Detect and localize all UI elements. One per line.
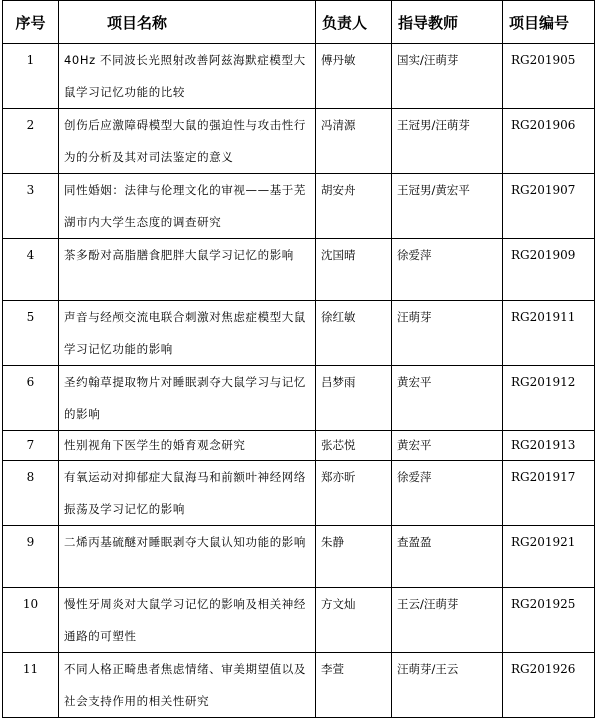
cell-code: RG201907 — [503, 174, 595, 239]
cell-title: 不同人格正畸患者焦虑情绪、审美期望值以及社会支持作用的相关性研究 — [59, 653, 316, 718]
header-code: 项目编号 — [503, 1, 595, 44]
cell-advisor: 国实/汪萌芽 — [392, 44, 503, 109]
cell-leader: 方文灿 — [316, 588, 392, 653]
cell-title: 慢性牙周炎对大鼠学习记忆的影响及相关神经通路的可塑性 — [59, 588, 316, 653]
cell-leader: 郑亦昕 — [316, 461, 392, 526]
header-title: 项目名称 — [59, 1, 316, 44]
table-row — [3, 461, 595, 526]
cell-code: RG201909 — [503, 239, 595, 301]
cell-title: 有氧运动对抑郁症大鼠海马和前额叶神经网络振荡及学习记忆的影响 — [59, 461, 316, 526]
cell-title: 声音与经颅交流电联合刺激对焦虑症模型大鼠学习记忆功能的影响 — [59, 301, 316, 366]
cell-advisor: 黄宏平 — [392, 366, 503, 431]
cell-code: RG201906 — [503, 109, 595, 174]
cell-no: 10 — [3, 588, 59, 653]
cell-code: RG201926 — [503, 653, 595, 718]
cell-advisor: 汪萌芽/王云 — [392, 653, 503, 718]
cell-advisor: 王云/汪萌芽 — [392, 588, 503, 653]
cell-leader: 傅丹敏 — [316, 44, 392, 109]
cell-leader: 朱静 — [316, 526, 392, 588]
table-row — [3, 301, 595, 366]
cell-leader: 李萱 — [316, 653, 392, 718]
cell-title: 圣约翰草提取物片对睡眠剥夺大鼠学习与记忆的影响 — [59, 366, 316, 431]
cell-no: 3 — [3, 174, 59, 239]
cell-advisor: 徐爱萍 — [392, 239, 503, 301]
table-row — [3, 109, 595, 174]
cell-code: RG201917 — [503, 461, 595, 526]
cell-title: 创伤后应激障碍模型大鼠的强迫性与攻击性行为的分析及其对司法鉴定的意义 — [59, 109, 316, 174]
table-row — [3, 174, 595, 239]
table-row — [3, 588, 595, 653]
table-row — [3, 526, 595, 588]
cell-advisor: 徐爱萍 — [392, 461, 503, 526]
table-row — [3, 44, 595, 109]
cell-advisor: 王冠男/黄宏平 — [392, 174, 503, 239]
cell-leader: 沈国晴 — [316, 239, 392, 301]
cell-no: 9 — [3, 526, 59, 588]
cell-leader: 冯清源 — [316, 109, 392, 174]
cell-advisor: 查盈盈 — [392, 526, 503, 588]
cell-advisor: 王冠男/汪萌芽 — [392, 109, 503, 174]
cell-no: 1 — [3, 44, 59, 109]
cell-leader: 胡安舟 — [316, 174, 392, 239]
cell-advisor: 汪萌芽 — [392, 301, 503, 366]
cell-title: 茶多酚对高脂膳食肥胖大鼠学习记忆的影响 — [59, 239, 316, 301]
cell-no: 11 — [3, 653, 59, 718]
table-row — [3, 239, 595, 301]
cell-code: RG201921 — [503, 526, 595, 588]
cell-no: 8 — [3, 461, 59, 526]
cell-no: 6 — [3, 366, 59, 431]
cell-no: 5 — [3, 301, 59, 366]
cell-title: 同性婚姻：法律与伦理文化的审视——基于芜湖市内大学生态度的调查研究 — [59, 174, 316, 239]
table-row — [3, 366, 595, 431]
cell-no: 4 — [3, 239, 59, 301]
cell-no: 7 — [3, 431, 59, 461]
cell-code: RG201925 — [503, 588, 595, 653]
cell-advisor: 黄宏平 — [392, 431, 503, 461]
cell-leader: 张芯悦 — [316, 431, 392, 461]
cell-code: RG201912 — [503, 366, 595, 431]
header-advisor: 指导教师 — [392, 1, 503, 44]
header-leader: 负责人 — [316, 1, 392, 44]
header-no: 序号 — [3, 1, 59, 44]
cell-title: 性别视角下医学生的婚育观念研究 — [59, 431, 316, 461]
table-header-row — [3, 1, 595, 44]
cell-leader: 徐红敏 — [316, 301, 392, 366]
cell-title: 二烯丙基硫醚对睡眠剥夺大鼠认知功能的影响 — [59, 526, 316, 588]
project-table — [2, 0, 595, 718]
table-row — [3, 653, 595, 718]
table-row — [3, 431, 595, 461]
cell-code: RG201911 — [503, 301, 595, 366]
cell-code: RG201905 — [503, 44, 595, 109]
cell-leader: 吕梦雨 — [316, 366, 392, 431]
cell-no: 2 — [3, 109, 59, 174]
cell-code: RG201913 — [503, 431, 595, 461]
cell-title: 40Hz 不同波长光照射改善阿兹海默症模型大鼠学习记忆功能的比较 — [59, 44, 316, 109]
